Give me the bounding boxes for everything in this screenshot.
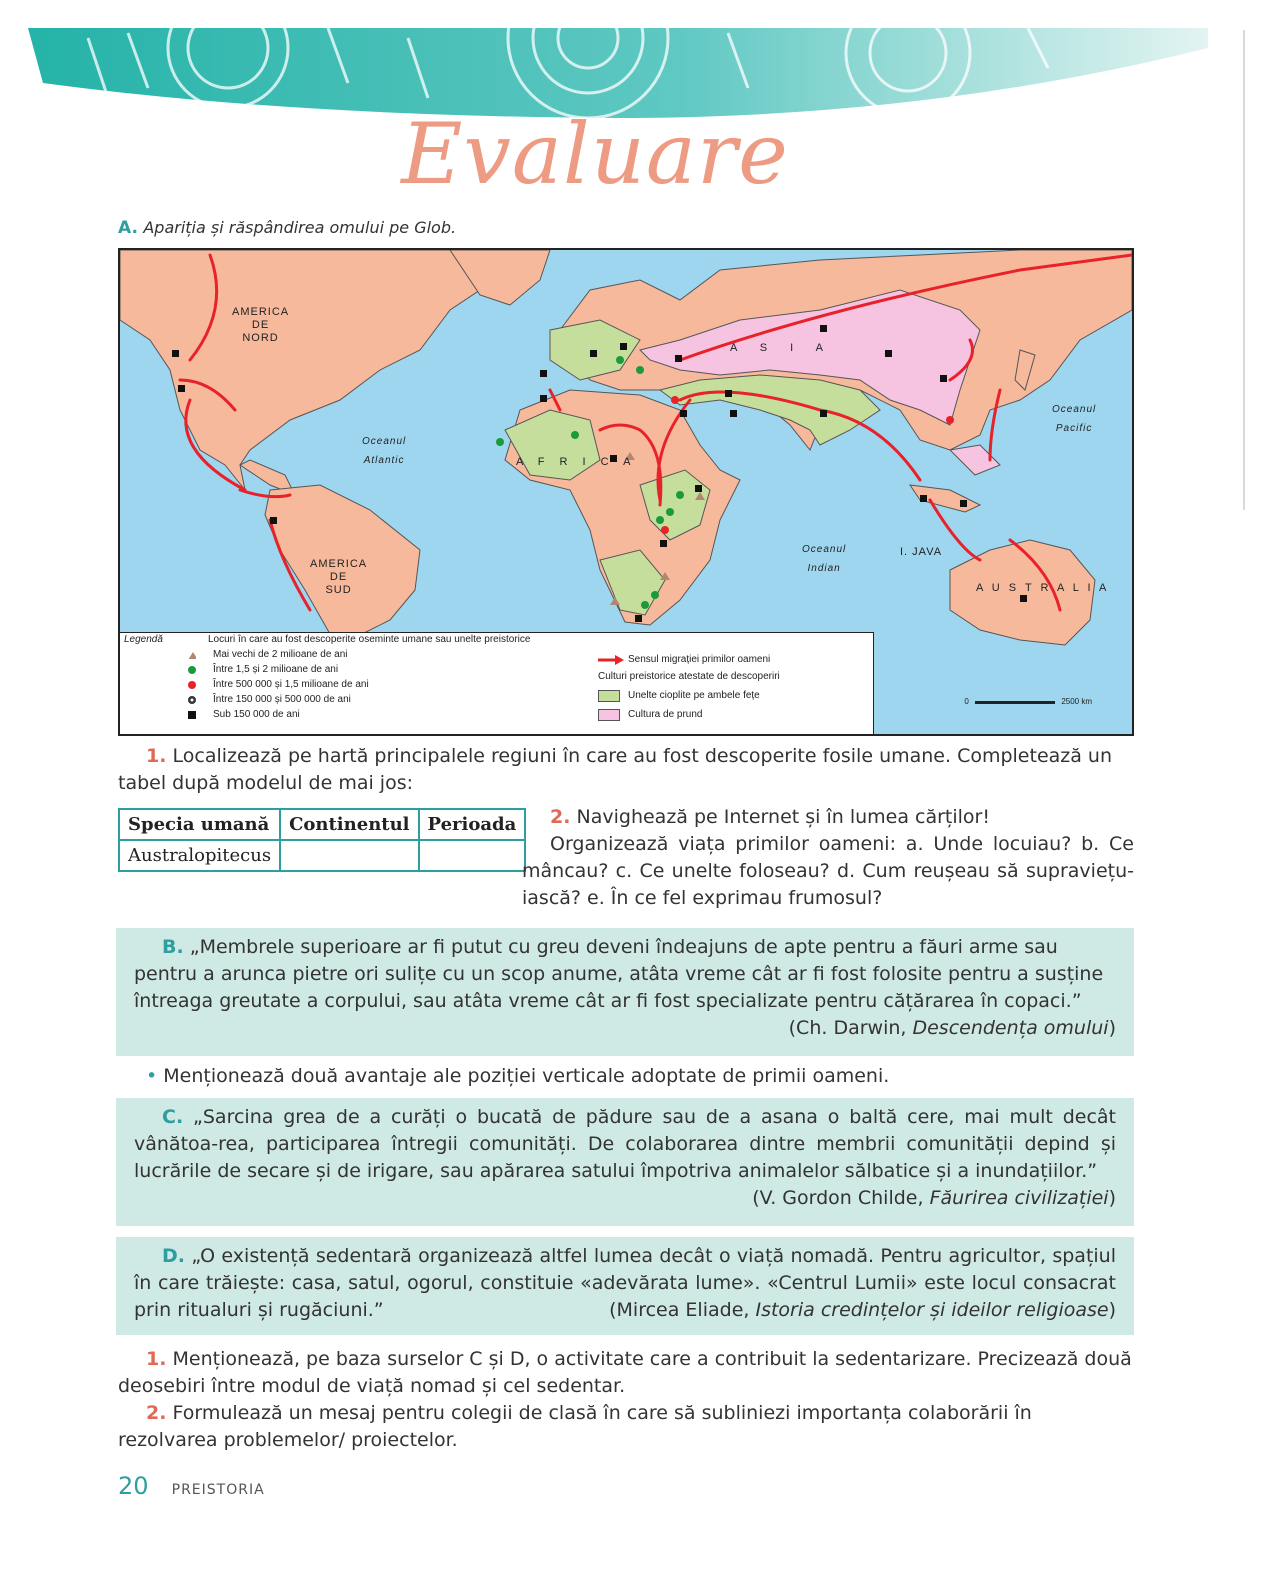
section-c-letter: C.	[162, 1106, 184, 1128]
label-java: I. JAVA	[900, 546, 943, 558]
legend-item-label: Între 500 000 și 1,5 milioane de ani	[213, 679, 369, 690]
label-north-america	[232, 306, 289, 345]
task-number: 2.	[550, 806, 571, 828]
quote-b-text: „Membrele superioare ar fi putut cu greu deveni îndeajuns de apte pentru a făuri arme sau pentru a arunca pietre ori sulițe cu un scop anume, atâta vreme cât ar fi fost folosite pentru a susține întreaga greutate a corpului, sau atâta vreme cât ar fi fost specializate pentru cățărarea în copaci.”	[134, 936, 1104, 1012]
legend-cultures-label: Culturi preistorice atestate de descoperiri	[598, 671, 780, 682]
pink-swatch-icon	[598, 709, 620, 721]
source-title: Istoria credințelor și ideilor religioase	[755, 1299, 1109, 1321]
label-africa: A F R I C A	[516, 456, 637, 468]
label-south-america	[310, 558, 367, 597]
source-author: (V. Gordon Childe,	[752, 1187, 930, 1209]
quote-box-b	[116, 928, 1134, 1056]
quote-c-source	[134, 1185, 1116, 1212]
label-indian-2: Indian	[807, 563, 841, 574]
label-sa-2: DE	[329, 571, 348, 583]
quote-box-d	[116, 1237, 1134, 1335]
bullet-icon: •	[146, 1065, 158, 1087]
legend-cultures-heading	[598, 670, 780, 684]
task-a1	[118, 743, 1134, 797]
section-a-caption	[118, 218, 456, 238]
scale-bar	[975, 701, 1055, 704]
legend-title: Legendă	[124, 634, 163, 645]
label-pacific-2: Pacific	[1055, 423, 1093, 434]
page-footer	[118, 1472, 265, 1500]
table-cell	[280, 840, 418, 871]
label-asia: A S I A	[730, 342, 834, 354]
green-dot-icon	[188, 666, 196, 674]
label-indian	[802, 540, 846, 578]
source-author: (Ch. Darwin,	[788, 1017, 913, 1039]
page-number: 20	[118, 1472, 149, 1500]
source-author: (Mircea Eliade,	[609, 1299, 756, 1321]
label-atlantic-1: Oceanul	[362, 436, 407, 447]
task-a2	[522, 804, 1134, 912]
source-end: )	[1108, 1187, 1116, 1209]
table-cell: Australopitecus	[119, 840, 280, 871]
quote-box-c	[116, 1098, 1134, 1226]
task-b	[146, 1065, 889, 1087]
table-header: Specia umană	[119, 809, 280, 840]
task-text: Localizează pe hartă principalele regiuni în care au fost descoperite fosile umane. Completează un tabel după modelul de mai jos:	[118, 745, 1113, 794]
source-end: )	[1108, 1017, 1116, 1039]
map-legend	[120, 632, 874, 734]
triangle-icon	[188, 651, 196, 659]
task-b-text: Menționează două avantaje ale poziției verticale adoptate de primii oameni.	[163, 1065, 890, 1087]
table-cell	[419, 840, 526, 871]
legend-migration-label: Sensul migrației primilor oameni	[628, 654, 771, 665]
page-title: Evaluare	[401, 105, 789, 203]
red-dot-icon	[188, 681, 196, 689]
legend-item-label: Sub 150 000 de ani	[213, 709, 300, 720]
label-indian-1: Oceanul	[802, 544, 847, 555]
task-number: 1.	[146, 1348, 167, 1370]
task-a2-line1	[522, 804, 1134, 831]
task-number: 1.	[146, 745, 167, 767]
label-na-1: AMERICA	[232, 306, 290, 318]
label-pacific-1: Oceanul	[1052, 404, 1097, 415]
task-text: Formulează un mesaj pentru colegii de clasă în care să subliniezi importanța colaborării în rezolvarea problemelor/ proiectelor.	[118, 1402, 1032, 1451]
page-edge-rule	[1243, 30, 1245, 510]
table-header: Perioada	[419, 809, 526, 840]
label-sa-3: SUD	[325, 584, 352, 596]
label-atlantic	[362, 432, 406, 470]
label-atlantic-2: Atlantic	[363, 455, 405, 466]
patterned-dot-icon	[188, 696, 196, 704]
source-title: Făurirea civilizației	[929, 1187, 1109, 1209]
table-row	[119, 840, 525, 871]
quote-b	[134, 934, 1116, 1015]
task-a2-line2: Organizează viața primilor oameni: a. Unde locuiau? b. Ce mâncau? c. Ce unelte foloseau? d. Cum reușeau să supraviețu-iască? e. În ce fel exprimau frumosul?	[522, 833, 1134, 909]
legend-culture-pink-label: Cultura de prund	[628, 709, 703, 720]
legend-heading: Locuri în care au fost descoperite oseminte umane sau unelte preistorice	[208, 634, 531, 645]
legend-culture-green-label: Unelte cioplite pe ambele fețe	[628, 690, 760, 701]
label-sa-1: AMERICA	[310, 558, 368, 570]
source-title: Descendența omului	[912, 1017, 1109, 1039]
scale-zero: 0	[964, 697, 969, 706]
section-b-letter: B.	[162, 936, 184, 958]
quote-c	[134, 1104, 1116, 1185]
final-task-1	[118, 1346, 1134, 1400]
chapter-name: PREISTORIA	[171, 1482, 265, 1498]
label-na-3: NORD	[242, 332, 279, 344]
section-a-caption-text: Apariția și răspândirea omului pe Glob.	[143, 218, 457, 237]
label-pacific	[1052, 400, 1096, 438]
world-migration-map	[118, 248, 1134, 736]
task-number: 2.	[146, 1402, 167, 1424]
table-header-row	[119, 809, 525, 840]
green-swatch-icon	[598, 690, 620, 702]
table-header: Continentul	[280, 809, 418, 840]
task-text: Navighează pe Internet și în lumea cărților!	[576, 806, 990, 828]
quote-b-source	[134, 1015, 1116, 1042]
task-text: Menționează, pe baza surselor C și D, o activitate care a contribuit la sedentarizare. Precizează două deosebiri între modul de viață nomad și cel sedentar.	[118, 1348, 1132, 1397]
map-scale	[964, 697, 1092, 706]
legend-item-label: Între 1,5 și 2 milioane de ani	[213, 664, 339, 675]
red-arrow-icon	[598, 655, 624, 665]
legend-item-label: Între 150 000 și 500 000 de ani	[213, 694, 351, 705]
quote-d-text: „O existență sedentară organizează altfel lumea decât o viață nomadă. Pentru agricultor, spațiul în care trăiește: casa, satul, ogorul, constituie «adevărata lume». «Centrul Lumii» este locul consacrat prin ritualuri și rugăciuni.”	[134, 1245, 1117, 1321]
label-australia: A U S T R A L I A	[976, 582, 1110, 594]
final-task-2	[118, 1400, 1134, 1454]
black-square-icon	[188, 711, 196, 719]
section-d-letter: D.	[162, 1245, 185, 1267]
scale-value: 2500 km	[1061, 697, 1092, 706]
legend-item-label: Mai vechi de 2 milioane de ani	[213, 649, 348, 660]
source-end: )	[1108, 1299, 1116, 1321]
label-na-2: DE	[251, 319, 270, 331]
quote-d-source	[609, 1297, 1116, 1324]
quote-c-text: „Sarcina grea de a curăți o bucată de pădure sau de a asana o baltă cere, mai mult decât vânătoa-rea, participarea întregii comunități. De colaborarea dintre membrii comunității depind și lucrările de secare și de irigare, sau apărarea satului împotriva animalelor sălbatice și a inundațiilor.”	[134, 1106, 1116, 1182]
section-a-letter: A.	[118, 218, 138, 238]
model-table	[118, 808, 526, 872]
